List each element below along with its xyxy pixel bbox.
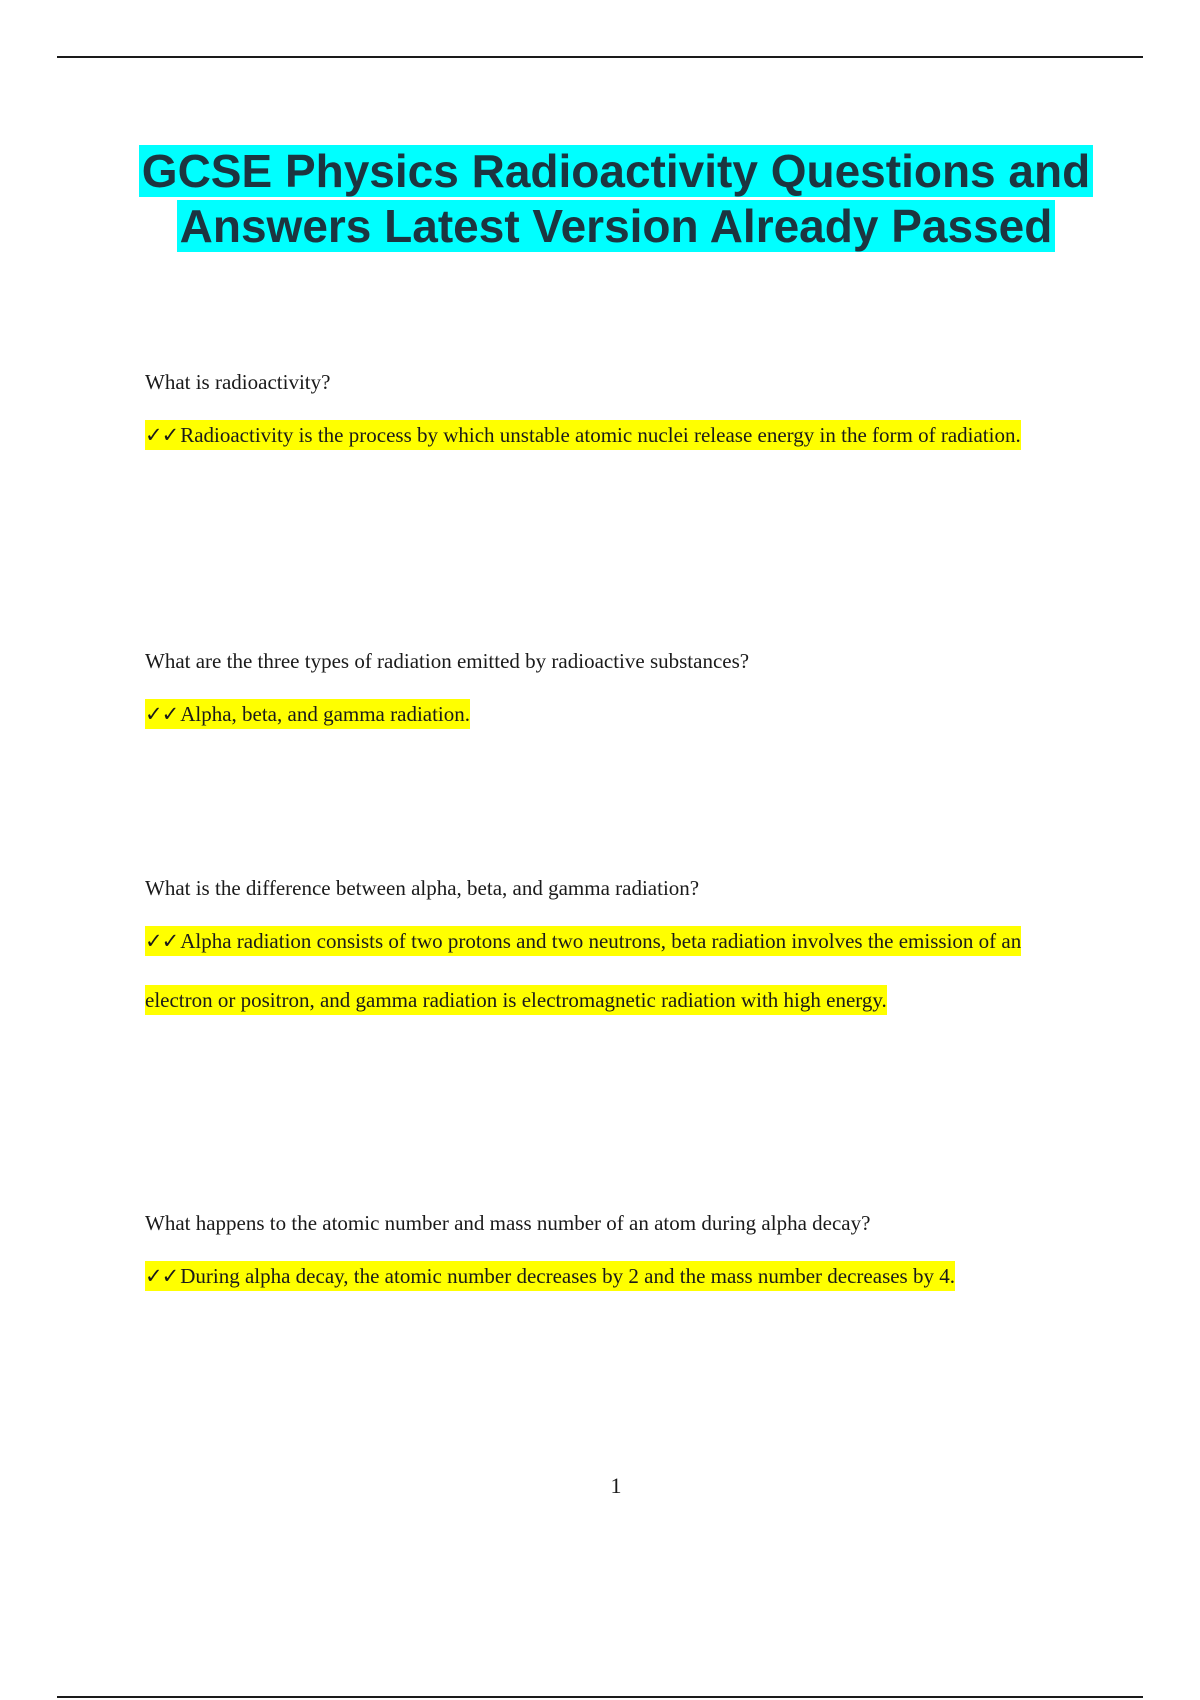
question-3: What is the difference between alpha, beta, and gamma radiation? [145, 876, 700, 900]
top-rule [57, 56, 1143, 58]
answer-3 [145, 912, 1085, 1030]
answer-1-text: Radioactivity is the process by which unstable atomic nuclei release energy in the form of radiation. [180, 423, 1021, 447]
qa-item-1 [145, 368, 1085, 465]
answer-4 [145, 1247, 1085, 1306]
answer-1 [145, 406, 1085, 465]
document-title [100, 144, 1132, 254]
answer-2-text: Alpha, beta, and gamma radiation. [180, 702, 471, 726]
bottom-rule [57, 1696, 1143, 1698]
check-mark-icon: ✓✓ [145, 1264, 179, 1288]
check-mark-icon: ✓✓ [145, 702, 179, 726]
answer-2 [145, 685, 1085, 744]
answer-4-text: During alpha decay, the atomic number decreases by 2 and the mass number decreases by 4. [180, 1264, 955, 1288]
check-mark-icon: ✓✓ [145, 929, 179, 953]
qa-item-2 [145, 647, 1085, 744]
question-2: What are the three types of radiation emitted by radioactive substances? [145, 649, 750, 673]
document-title-text: GCSE Physics Radioactivity Questions and Answers Latest Version Already Passed [139, 145, 1093, 252]
check-mark-icon: ✓✓ [145, 423, 179, 447]
qa-item-3 [145, 874, 1085, 1030]
qa-item-4 [145, 1209, 1085, 1306]
page-number: 1 [610, 1473, 622, 1498]
question-4: What happens to the atomic number and mass number of an atom during alpha decay? [145, 1211, 871, 1235]
question-1: What is radioactivity? [145, 370, 331, 394]
answer-3-text: Alpha radiation consists of two protons and two neutrons, beta radiation involves the emission of an electron or positron, and gamma radiation is electromagnetic radiation with high energy. [145, 929, 1022, 1012]
